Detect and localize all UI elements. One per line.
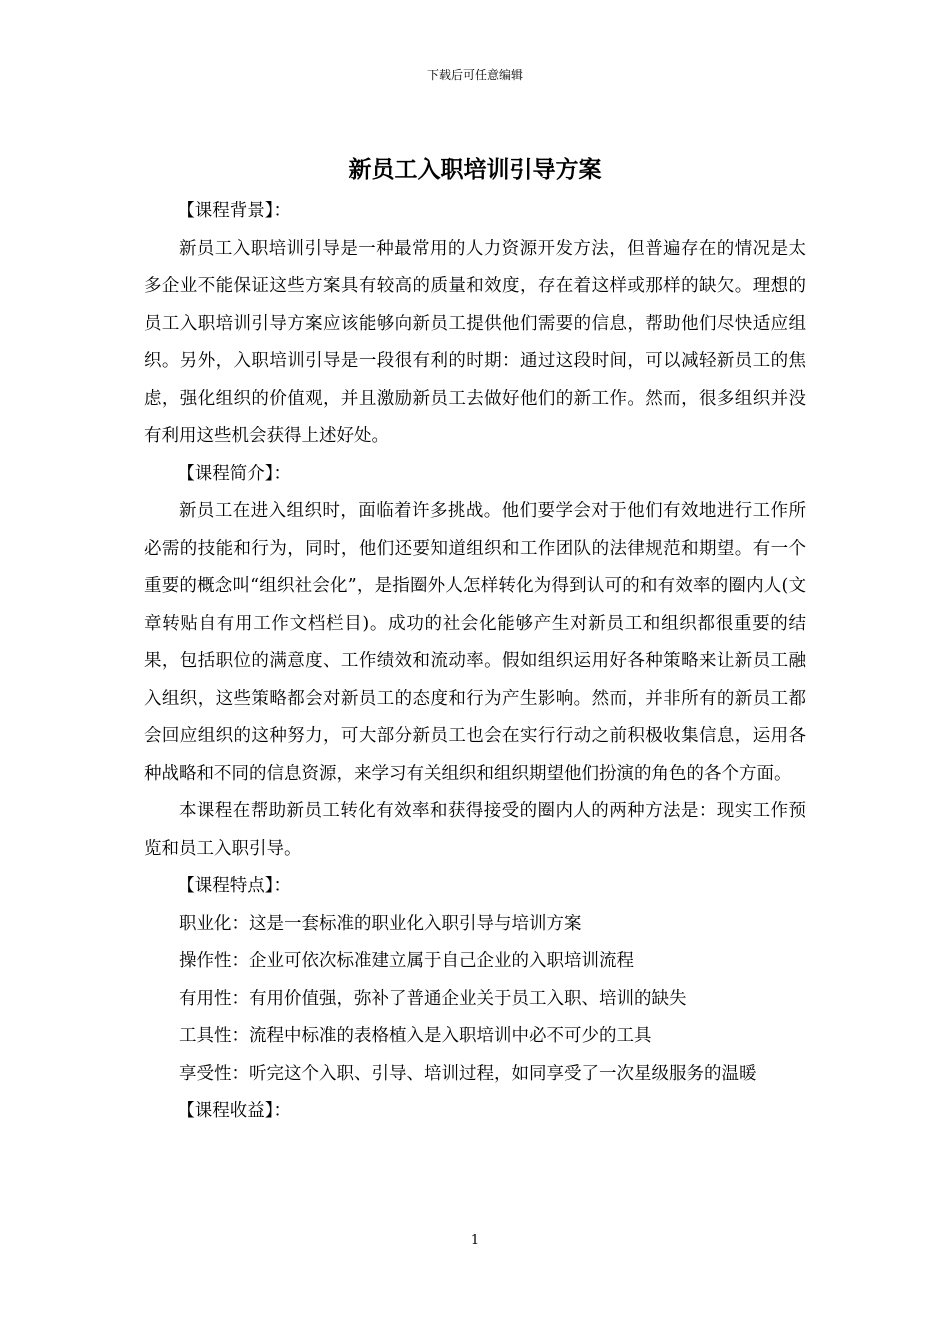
page-number: 1 <box>470 1233 480 1248</box>
document-title: 新员工入职培训引导方案 <box>348 156 602 183</box>
feature-item-operability: 操作性：企业可依次标准建立属于自己企业的入职培训流程 <box>179 951 634 971</box>
feature-item-enjoyment: 享受性：听完这个入职、引导、培训过程，如同享受了一次星级服务的温暖 <box>179 1063 757 1084</box>
section-heading-background: 【课程背景】： <box>177 201 291 221</box>
paragraph-intro-1: 新员工在进入组织时，面临着许多挑战。他们要学会对于他们有效地进行工作所必需的技能和行为，同时，他们还要知道组织和工作团队的法律规范和期望。有一个重要的概念叫“组织社会化”，是指圈外人怎样转化为得到认可的和有效率的圈内人(文章转贴自有用工作文档栏目)。成功的社会化能够产生对新员工和组织都很重要的结果，包括职位的满意度、工作绩效和流动率。假如组织运用好各种策略来让新员工融入组织，这些策略都会对新员工的态度和行为产生影响。然而，并非所有的新员工都会回应组织的这种努力，可大部分新员工也会在实行行动之前积极收集信息，运用各种战略和不同的信息资源，来学习有关组织和组织期望他们扮演的角色的各个方面。 <box>144 501 806 784</box>
section-heading-intro: 【课程简介】： <box>177 463 291 484</box>
section-heading-benefits: 【课程收益】： <box>177 1101 291 1121</box>
paragraph-background: 新员工入职培训引导是一种最常用的人力资源开发方法，但普遍存在的情况是太多企业不能保证这些方案具有较高的质量和效度，存在着这样或那样的缺欠。理想的员工入职培训引导方案应该能够向新员工提供他们需要的信息，帮助他们尽快适应组织。另外，入职培训引导是一段很有利的时期：通过这段时间，可以减轻新员工的焦虑，强化组织的价值观，并且激励新员工去做好他们的新工作。然而，很多组织并没有利用这些机会获得上述好处。 <box>144 238 806 446</box>
feature-item-tooling: 工具性：流程中标准的表格植入是入职培训中必不可少的工具 <box>179 1026 652 1046</box>
section-heading-features: 【课程特点】： <box>177 876 291 896</box>
document-body <box>144 193 806 1131</box>
page-header: 下载后可任意编辑 <box>426 68 523 82</box>
feature-item-usefulness: 有用性：有用价值强，弥补了普通企业关于员工入职、培训的缺失 <box>179 988 687 1009</box>
feature-item-professional: 职业化：这是一套标准的职业化入职引导与培训方案 <box>179 913 582 934</box>
paragraph-intro-2: 本课程在帮助新员工转化有效率和获得接受的圈内人的两种方法是：现实工作预览和员工入职引导。 <box>144 801 806 859</box>
